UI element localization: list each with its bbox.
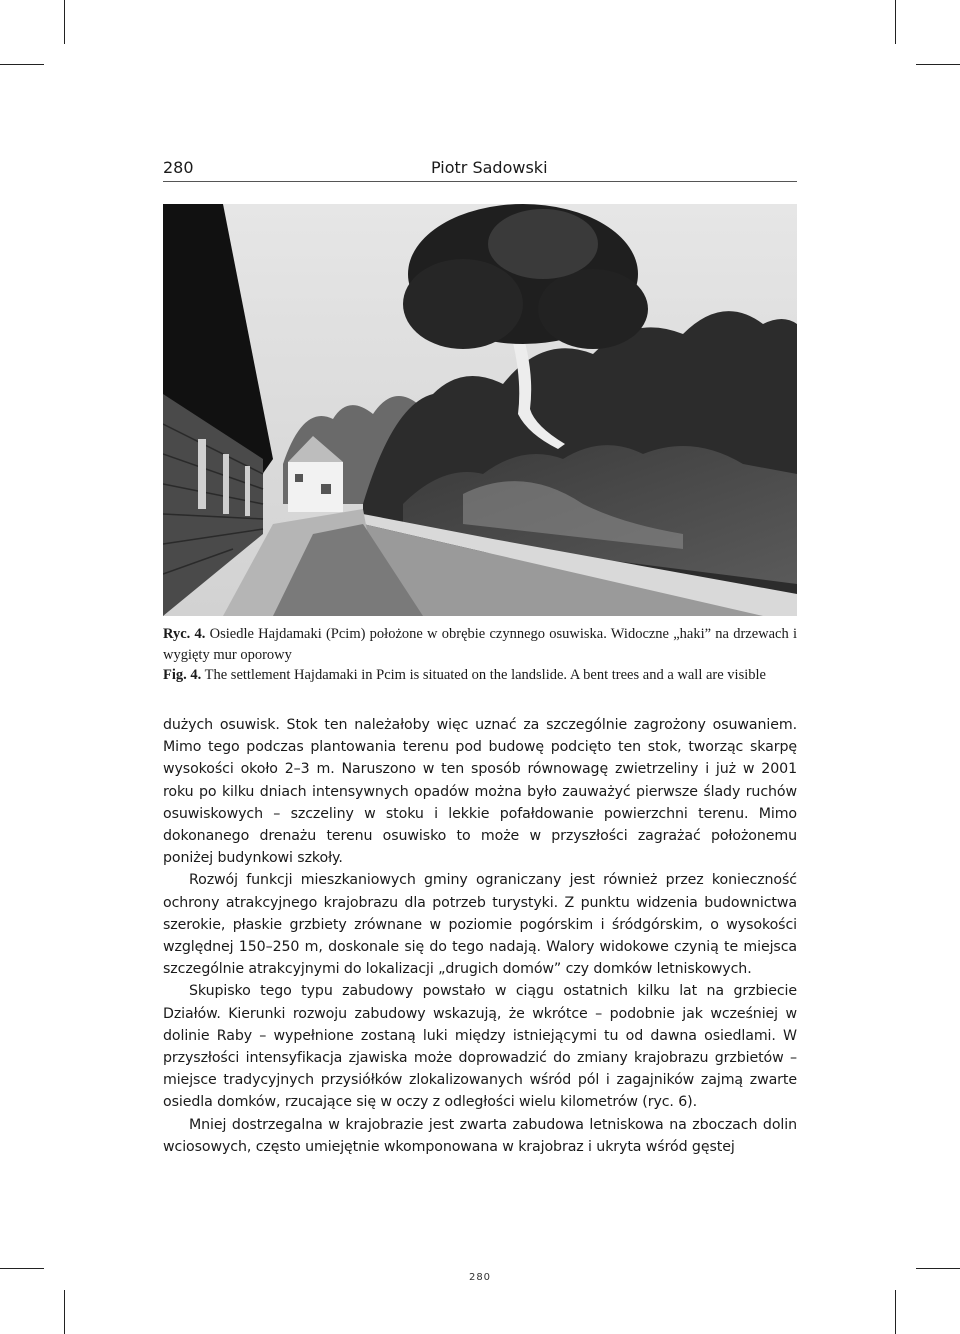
paragraph: Rozwój funkcji mieszkaniowych gminy ograniczany jest również przez konieczność ochrony atrakcyjnego krajobrazu dla potrzeb turystyki. Z punktu widzenia budownictwa szerokie, płaskie grzbiety zrównane w poziomie pogórskim i śródgórskim, o wysokości względnej 150–250 m, doskonale się do tego nadają. Walory widokowe czynią te miejsca szczególnie atrakcyjnymi do lokalizacji „drugich domów” czy domków letniskowych. — [163, 872, 797, 978]
body-text — [163, 714, 797, 1158]
crop-mark — [0, 1268, 44, 1269]
crop-mark — [64, 0, 65, 44]
caption-pl — [163, 624, 797, 665]
caption-en — [163, 665, 797, 686]
paragraph: Mniej dostrzegalna w krajobrazie jest zwarta zabudowa letniskowa na zboczach dolin wciosowych, często umiejętnie wkomponowana w krajobraz i ukryta wśród gęstej — [163, 1116, 797, 1155]
figure-photo — [163, 204, 797, 616]
header-rule — [163, 181, 797, 182]
figure-caption — [163, 624, 797, 686]
landslide-photo — [163, 204, 797, 616]
caption-en-text: The settlement Hajdamaki in Pcim is situated on the landslide. A bent trees and a wall are visible — [201, 667, 766, 683]
paragraph: Skupisko tego typu zabudowy powstało w ciągu ostatnich kilku lat na grzbiecie Działów. Kierunki rozwoju zabudowy wskazują, że wkrótce – podobnie jak wcześniej w dolinie Raby – wypełnione zostaną luki między istniejącymi tu od dawna osiedlami. W przyszłości intensyfikacja zjawiska może doprowadzić do zmiany krajobrazu grzbietów – miejsce tradycyjnych przysiółków zlokalizowanych wśród pól i zagajników zajmą zwarte osiedla domków, rzucające się w oczy z odległości wielu kilometrów (ryc. 6). — [163, 983, 797, 1111]
crop-mark — [64, 1290, 65, 1334]
page-number: 280 — [163, 158, 194, 177]
paragraph: dużych osuwisk. Stok ten należałoby więc uznać za szczególnie zagrożony osuwaniem. Mimo tego podczas plantowania terenu pod budowę podcięto ten stok, tworząc skarpę wysokości około 2–3 m. Naruszono w ten sposób równowagę zwietrzeliny i już w 2001 roku po kilku dniach intensywnych opadów można było zauważyć pierwsze ślady ruchów osuwiskowych – szczeliny w stoku i lekkie pofałdowanie powierzchni terenu. Mimo dokonanego drenażu terenu osuwisko to może w przyszłości zagrażać położonemu poniżej budynkowi szkoły. — [163, 717, 797, 867]
crop-mark — [895, 1290, 896, 1334]
crop-mark — [895, 0, 896, 44]
caption-pl-text: Osiedle Hajdamaki (Pcim) położone w obrębie czynnego osuwiska. Widoczne „haki” na drzewach i wygięty mur oporowy — [163, 626, 797, 663]
caption-pl-label: Ryc. 4. — [163, 626, 206, 642]
caption-en-label: Fig. 4. — [163, 667, 202, 683]
crop-mark — [0, 64, 44, 65]
author-name: Piotr Sadowski — [431, 158, 548, 177]
folio: 280 — [468, 1272, 492, 1283]
running-head — [163, 158, 797, 182]
crop-mark — [916, 64, 960, 65]
crop-mark — [916, 1268, 960, 1269]
